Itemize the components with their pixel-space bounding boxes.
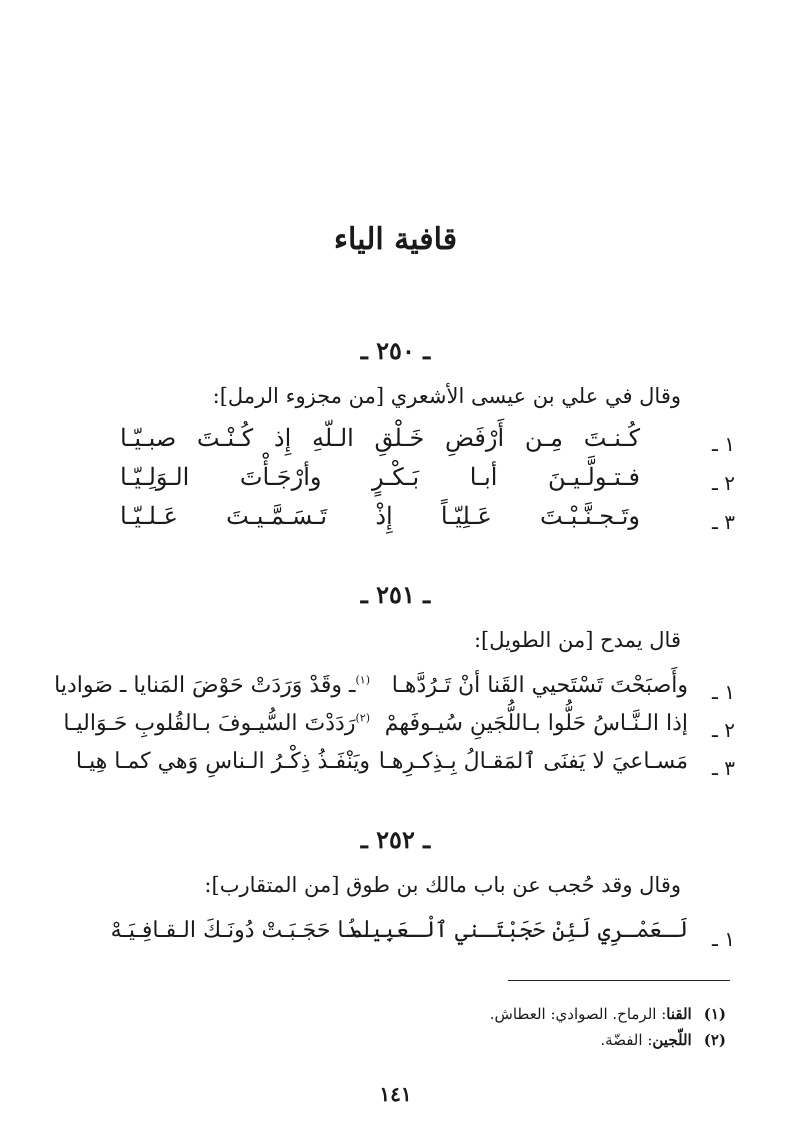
verse-number: ٣ ـ bbox=[712, 756, 735, 780]
poem-number: ـ ٢٥٢ ـ bbox=[360, 825, 431, 854]
footnote bbox=[600, 1031, 726, 1049]
verse-second-hemistich: ويَنْفَـذُ ذِكْـرُ الـناسِ وَهي كمـا هِيـا bbox=[75, 749, 370, 774]
verse-first-hemistich: وأَصبَحْتَ تَسْتَحيي القَنا أنْ تَـرُدَّهـا bbox=[391, 673, 688, 698]
poem-intro: وقال في علي بن عيسى الأشعري [من مجزوء الرمل]: bbox=[212, 384, 681, 408]
footnote-text: : الفضّة. bbox=[600, 1031, 653, 1049]
verse-number: ١ ـ bbox=[712, 680, 735, 704]
verse-number: ١ ـ bbox=[712, 432, 735, 456]
verse-second-hemistich: $^{(١)}$ـ وقَدْ وَرَدَتْ حَوْضَ المَنايا ـ صَواديا bbox=[54, 673, 370, 698]
poem-number: ـ ٢٥٠ ـ bbox=[360, 336, 431, 365]
chapter-title: قافية الياء bbox=[333, 222, 458, 257]
footnote-divider bbox=[508, 980, 730, 981]
verse-second-hemistich: لمـا حَجَـبَـتْ دُونَـكَ الـقـافِـيَـهْ bbox=[110, 918, 370, 943]
footnote-key: (٢) bbox=[703, 1031, 726, 1049]
footnote-marker: (١) bbox=[355, 673, 370, 687]
page-number: ١٤١ bbox=[379, 1082, 412, 1106]
verse-first-hemistich: لَـعَمْـرِي لَئِنْ حَجَبْتَـني ٱلْـعَبِيـدُ bbox=[344, 918, 688, 943]
footnote-marker: (٢) bbox=[355, 711, 370, 725]
verse-line: فـتـولَّـيـنَ أبـا بَـكْـرٍ وأرْجَـأْتَ الـوَلِـيّـا bbox=[120, 463, 640, 491]
footnote-term: القنا bbox=[666, 1005, 692, 1023]
verse-number: ٣ ـ bbox=[712, 510, 735, 534]
poem-intro: قال يمدح [من الطويل]: bbox=[473, 628, 681, 652]
verse-second-hemistich: $^{(٢)}$رَدَدْتَ السُّيـوفَ بـالقُلوبِ حَـوَاليـا bbox=[63, 711, 370, 736]
verse-number: ١ ـ bbox=[712, 927, 735, 951]
poem-number: ـ ٢٥١ ـ bbox=[360, 580, 431, 609]
verse-first-hemistich: إذا الـنَّـاسُ حَلُّوا بـاللُّجَينِ سُيـوفَهمْ bbox=[384, 711, 688, 736]
footnote-text: : الرماح. الصوادي: العطاش. bbox=[489, 1005, 667, 1023]
verse-first-hemistich: مَسـاعيَ لا يَفنَى ٱلمَقـالُ بِـذِكـرِهـا bbox=[378, 749, 688, 774]
verse-line: وتَـجـنَّـبْـتَ عَـلِيّـاً إِذْ تَـسَـمَّـيـتَ عَـلـيّـا bbox=[120, 502, 640, 530]
verse-line: كُـنـتَ مِـن أَرْفَضِ خَـلْقِ الـلّهِ إِذ كُـنْـتَ صبـيّـا bbox=[120, 424, 640, 452]
footnote bbox=[490, 1005, 726, 1023]
verse-number: ٢ ـ bbox=[712, 471, 735, 495]
footnote-term: اللّجين bbox=[652, 1031, 692, 1049]
footnote-key: (١) bbox=[703, 1005, 726, 1023]
verse-number: ٢ ـ bbox=[712, 718, 735, 742]
poem-intro: وقال وقد حُجب عن باب مالك بن طوق [من المتقارب]: bbox=[204, 873, 681, 897]
